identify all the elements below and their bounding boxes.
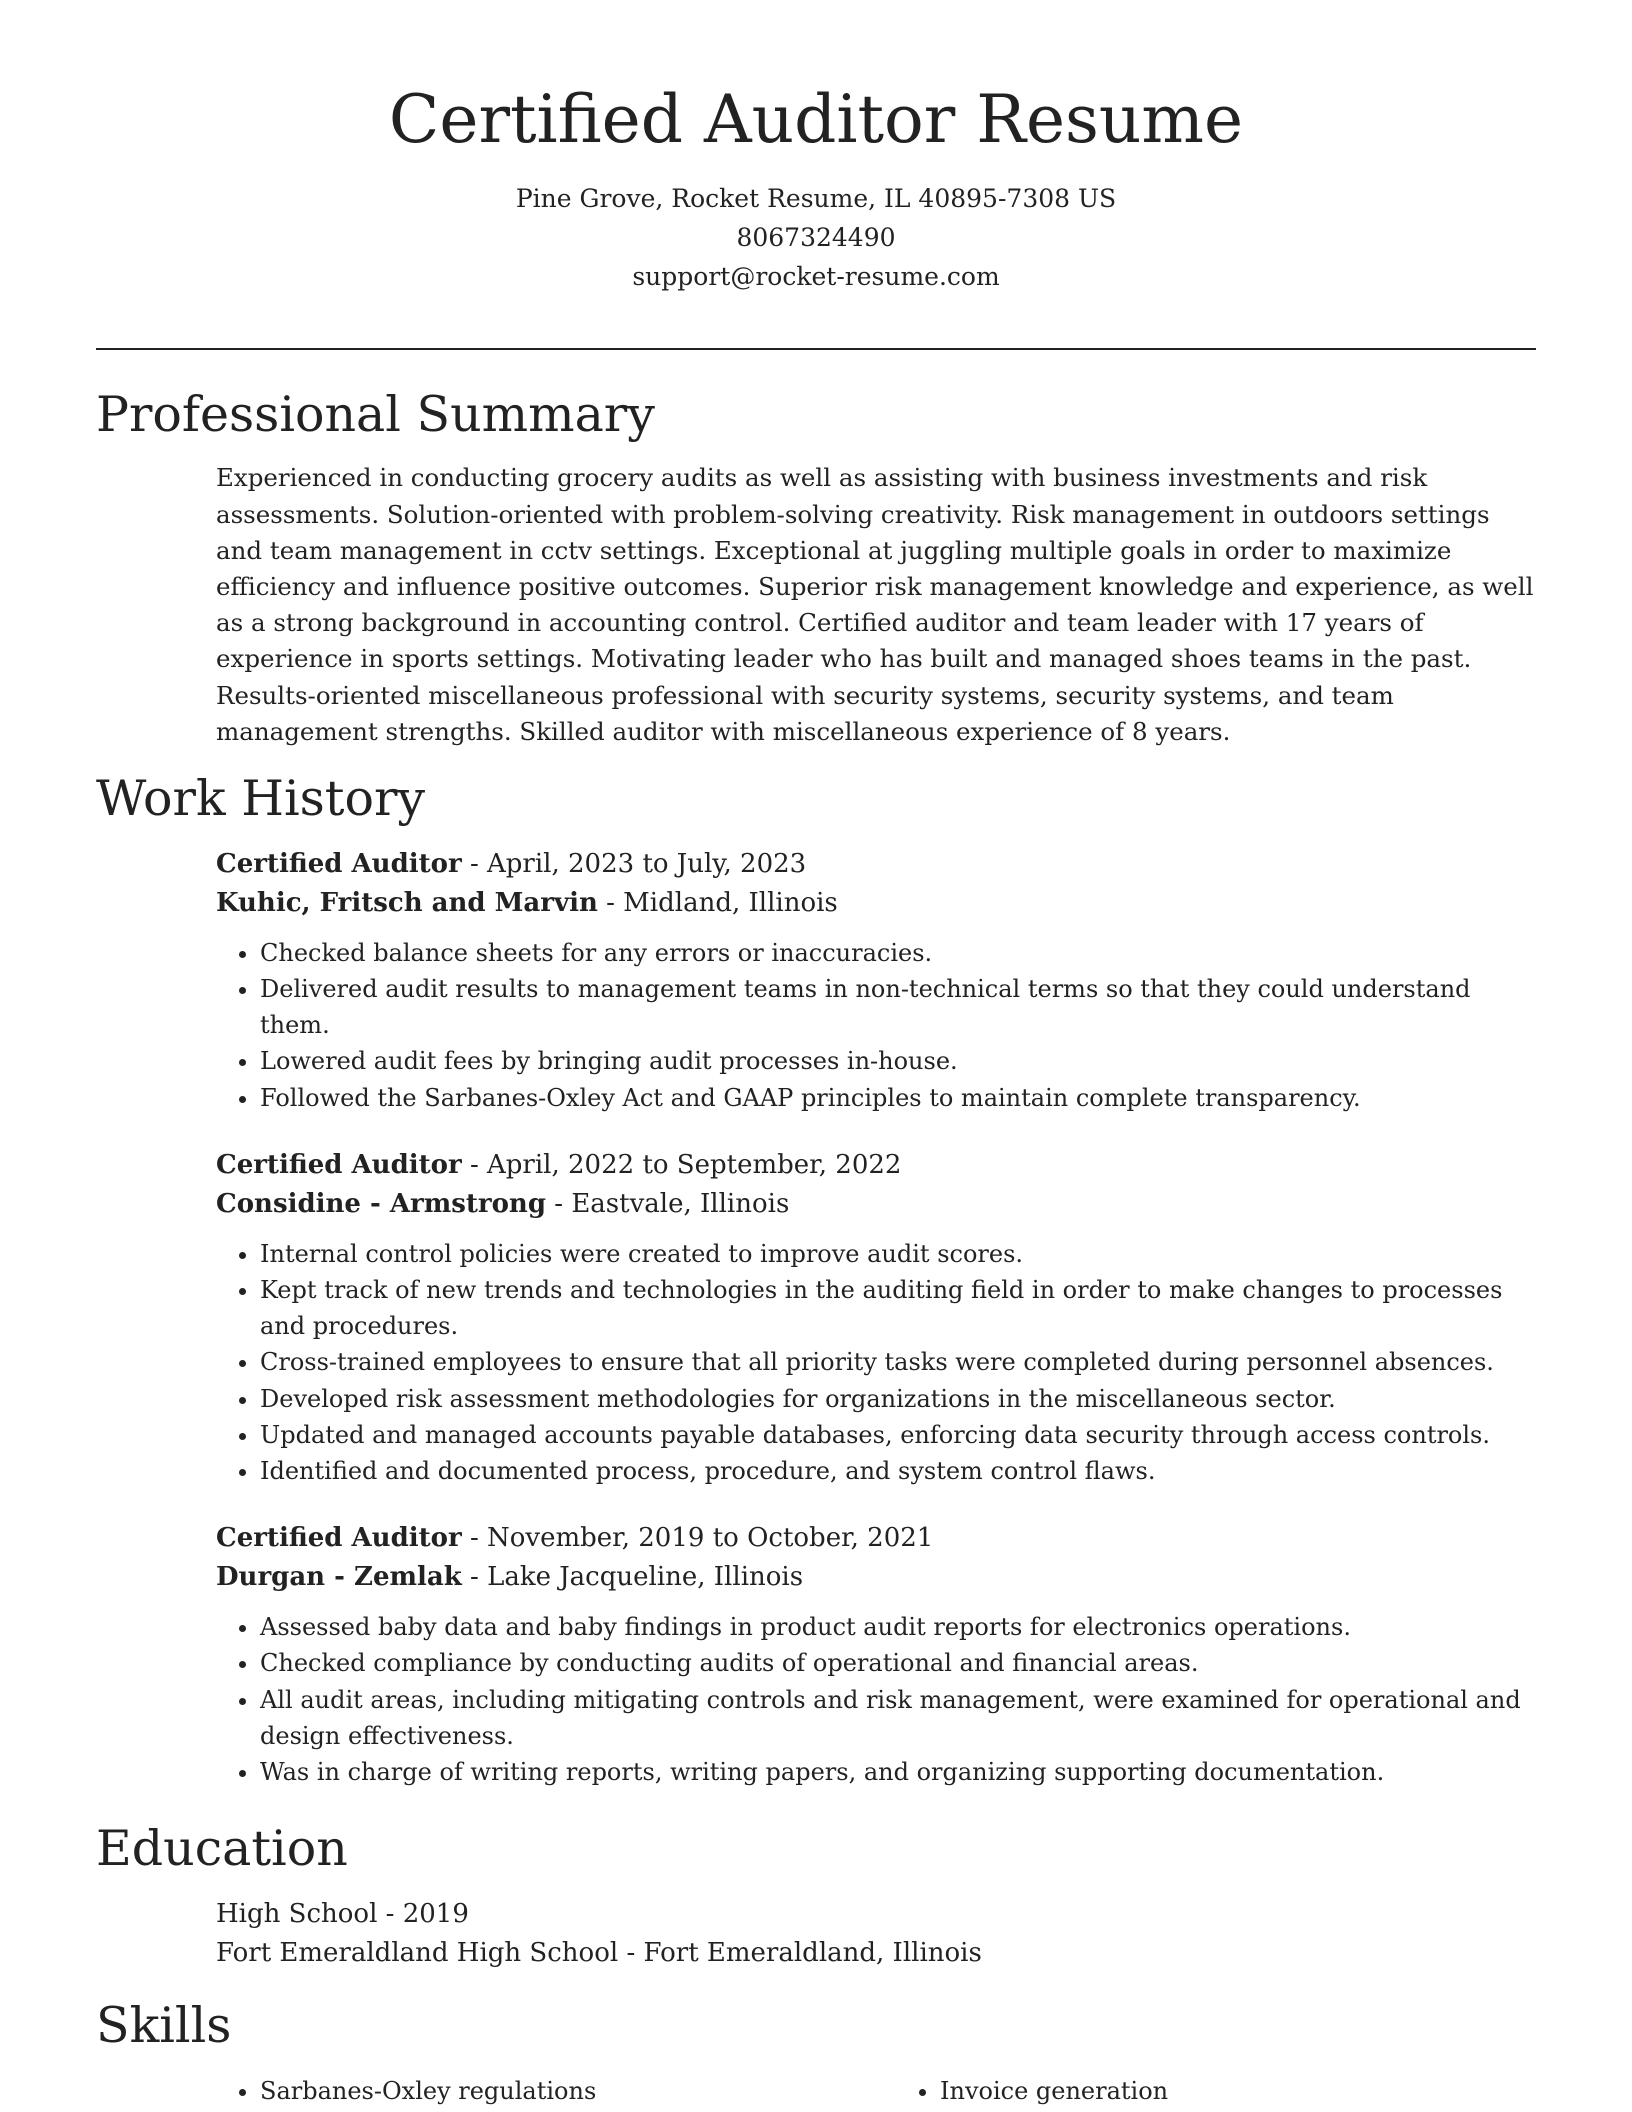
job-company-line	[216, 884, 1536, 923]
skills-section	[216, 2072, 1536, 2110]
job-entry	[216, 1146, 1536, 1489]
education-school: Fort Emeraldland High School	[216, 1938, 619, 1969]
header-divider	[96, 348, 1536, 350]
job-bullet: • Was in charge of writing reports, writing papers, and organizing supporting documentation.	[260, 1754, 1536, 1790]
resume-title: Certified Auditor Resume	[388, 81, 1244, 158]
education-heading: Education	[96, 1820, 348, 1878]
summary-heading: Professional Summary	[96, 385, 655, 443]
job-bullet: • Internal control policies were created to improve audit scores.	[260, 1236, 1536, 1272]
job-title-line	[216, 1519, 1536, 1558]
job-entry	[216, 845, 1536, 1116]
job-bullet: • Kept track of new trends and technologies in the auditing field in order to make changes to processes and procedures.	[260, 1272, 1536, 1344]
job-bullet: • Checked balance sheets for any errors or inaccuracies.	[260, 935, 1536, 971]
job-title-line	[216, 845, 1536, 884]
job-location: - Eastvale, Illinois	[546, 1188, 790, 1219]
job-location: - Lake Jacqueline, Illinois	[461, 1562, 804, 1593]
work-history-heading: Work History	[96, 770, 426, 828]
summary-section	[216, 460, 1536, 750]
job-company: Durgan - Zemlak	[216, 1562, 462, 1593]
skill-item: • Sarbanes-Oxley regulations	[260, 2072, 856, 2110]
job-dates: - April, 2022 to September, 2022	[461, 1149, 902, 1180]
job-bullet: • Lowered audit fees by bringing audit processes in-house.	[260, 1043, 1536, 1079]
job-location: - Midland, Illinois	[597, 887, 838, 918]
job-role: Certified Auditor	[216, 1523, 462, 1554]
skill-item: • Invoice generation	[940, 2072, 1536, 2110]
job-entry	[216, 1519, 1536, 1790]
job-company: Considine - Armstrong	[216, 1188, 547, 1219]
skills-grid	[216, 2072, 1536, 2110]
job-bullets	[216, 935, 1536, 1116]
job-bullet: • Checked compliance by conducting audits of operational and financial areas.	[260, 1645, 1536, 1681]
job-bullet: • All audit areas, including mitigating controls and risk management, were examined for operational and design effectiveness.	[260, 1682, 1536, 1754]
job-company-line	[216, 1185, 1536, 1224]
job-bullets	[216, 1236, 1536, 1489]
skills-left-column	[216, 2072, 856, 2110]
email-address: support@rocket-resume.com	[632, 261, 1000, 291]
skills-heading: Skills	[96, 1997, 232, 2055]
education-school-line	[216, 1934, 1536, 1973]
phone-number: 8067324490	[736, 222, 896, 252]
skills-right-column	[896, 2072, 1536, 2110]
job-bullet: • Delivered audit results to management teams in non-technical terms so that they could understand them.	[260, 971, 1536, 1043]
job-dates: - November, 2019 to October, 2021	[461, 1523, 934, 1554]
education-section	[216, 1895, 1536, 1973]
job-dates: - April, 2023 to July, 2023	[461, 848, 807, 879]
job-role: Certified Auditor	[216, 1149, 462, 1180]
resume-header	[96, 0, 1536, 296]
job-title-line	[216, 1146, 1536, 1185]
education-degree-line	[216, 1895, 1536, 1934]
job-company-line	[216, 1558, 1536, 1597]
work-history-section	[216, 845, 1536, 1790]
job-company: Kuhic, Fritsch and Marvin	[216, 887, 598, 918]
summary-text: Experienced in conducting grocery audits as well as assisting with business investments and risk assessments. Solution-oriented with problem-solving creativity. Risk management in outdoors settings and team management in cctv settings. Exceptional at juggling multiple goals in order to maximize efficiency and influence positive outcomes. Superior risk management knowledge and experience, as well as a strong background in accounting control. Certified auditor and team leader with 17 years of experience in sports settings. Motivating leader who has built and managed shoes teams in the past. Results-oriented miscellaneous professional with security systems, security systems, and team management strengths. Skilled auditor with miscellaneous experience of 8 years.	[216, 463, 1534, 746]
education-location: - Fort Emeraldland, Illinois	[618, 1938, 982, 1969]
job-bullet: • Identified and documented process, procedure, and system control flaws.	[260, 1453, 1536, 1489]
address: Pine Grove, Rocket Resume, IL 40895-7308 US	[515, 183, 1117, 213]
job-bullets	[216, 1609, 1536, 1790]
job-bullet: • Updated and managed accounts payable databases, enforcing data security through access controls.	[260, 1417, 1536, 1453]
job-role: Certified Auditor	[216, 848, 462, 879]
job-bullet: • Cross-trained employees to ensure that all priority tasks were completed during personnel absences.	[260, 1344, 1536, 1380]
education-entry	[216, 1895, 1536, 1973]
education-degree: High School	[216, 1899, 378, 1930]
education-year: - 2019	[377, 1899, 469, 1930]
job-bullet: • Assessed baby data and baby findings in product audit reports for electronics operations.	[260, 1609, 1536, 1645]
job-bullet: • Followed the Sarbanes-Oxley Act and GAAP principles to maintain complete transparency.	[260, 1080, 1536, 1116]
job-bullet: • Developed risk assessment methodologies for organizations in the miscellaneous sector.	[260, 1381, 1536, 1417]
